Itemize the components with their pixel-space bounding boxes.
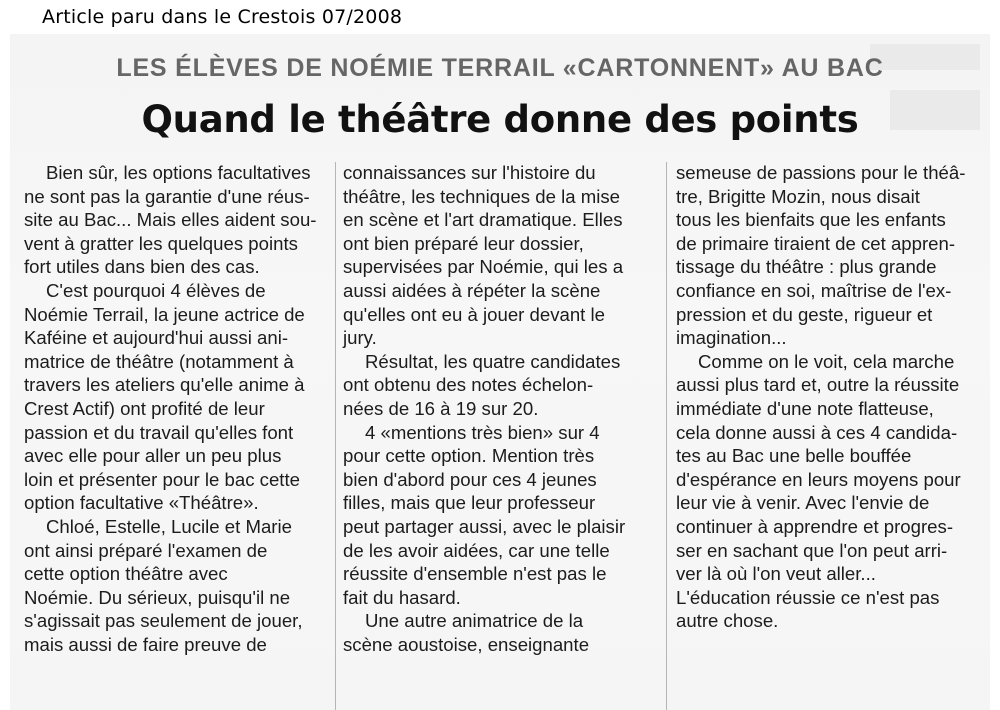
article-line: ont bien préparé leur dossier, [343,232,584,254]
article-line: de primaire tiraient de cet appren- [676,232,956,254]
article-line: scène aoustoise, enseignante [343,633,590,655]
column-divider [335,162,336,710]
article-line: 4 «mentions très bien» sur 4 [365,421,600,443]
article-line: confiance en soi, maîtrise de l'ex- [676,279,952,301]
article-column-3 [676,161,986,633]
article-line: immédiate d'une note flatteuse, [676,397,934,419]
article-line: C'est pourquoi 4 élèves de [46,279,266,301]
article-line: pression et du geste, rigueur et [676,303,933,325]
article-line: avec elle pour aller un peu plus [24,445,282,467]
article-line: Kaféine et aujourd'hui aussi ani- [24,327,289,349]
article-line: matrice de théâtre (notamment à [24,350,294,372]
article-line: Crest Actif) ont profité de leur [24,397,265,419]
article-line: tre, Brigitte Mozin, nous disait [676,185,920,207]
article-line: bien d'abord pour ces 4 jeunes [343,468,597,490]
article-line: option facultative «Théâtre». [24,492,259,514]
article-kicker: LES ÉLÈVES DE NOÉMIE TERRAIL «CARTONNENT» AU BAC [116,54,884,82]
article-line: leur vie à venir. Avec l'envie de [676,492,930,514]
article-line: fait du hasard. [343,586,461,608]
article-line: qu'elles ont eu à jouer devant le [343,303,605,325]
article-headline: Quand le théâtre donne des points [141,98,859,141]
article-line: Noémie Terrail, la jeune actrice de [24,303,305,325]
article-line: jury. [343,327,377,349]
article-line: tissage du théâtre : plus grande [676,256,937,278]
article-line: vent à gratter les quelques points [24,232,298,254]
article-line: de les avoir aidées, car une telle [343,539,610,561]
column-divider [666,162,667,710]
article-line: mais aussi de faire preuve de [24,633,267,655]
article-line: ser en sachant que l'on peut arri- [676,539,948,561]
newspaper-clipping [10,34,990,710]
article-line: fort utiles dans bien des cas. [24,256,260,278]
article-line: nées de 16 à 19 sur 20. [343,397,539,419]
article-line: autre chose. [676,610,779,632]
article-line: théâtre, les techniques de la mise [343,185,620,207]
article-line: s'agissait pas seulement de jouer, [24,610,303,632]
article-line: site au Bac... Mais elles aident sou- [24,209,317,231]
article-line: filles, mais que leur professeur [343,492,596,514]
article-line: continuer à apprendre et progres- [676,515,954,537]
article-line: réussite d'ensemble n'est pas le [343,563,607,585]
article-line: d'espérance en leurs moyens pour [676,468,961,490]
article-line: cette option théâtre avec [24,563,228,585]
article-line: connaissances sur l'histoire du [343,162,596,183]
article-line: en scène et l'art dramatique. Elles [343,209,623,231]
article-line: ont ainsi préparé l'examen de [24,539,268,561]
article-line: ver là où l'on veut aller... [676,563,876,585]
article-line: travers les ateliers qu'elle anime à [24,374,305,396]
article-line: passion et du travail qu'elles font [24,421,294,443]
article-line: tes au Bac une belle bouffée [676,445,912,467]
article-line: supervisées par Noémie, qui les a [343,256,624,278]
article-line: loin et présenter pour le bac cette [24,468,300,490]
article-line: cela donne aussi à ces 4 candida- [676,421,958,443]
caption: Article paru dans le Crestois 07/2008 [42,6,403,28]
article-column-1 [24,161,330,656]
article-line: aussi plus tard et, outre la réussite [676,374,960,396]
article-column-2 [343,161,655,656]
article-line: imagination... [676,327,787,349]
article-line: aussi aidées à répéter la scène [343,279,601,301]
article-line: L'éducation réussie ce n'est pas [676,586,940,608]
article-line: Noémie. Du sérieux, puisqu'il ne [24,586,291,608]
article-line: pour cette option. Mention très [343,445,595,467]
article-line: peut partager aussi, avec le plaisir [343,515,626,537]
article-line: Une autre animatrice de la [365,610,584,632]
article-line: Chloé, Estelle, Lucile et Marie [46,515,292,537]
article-line: Résultat, les quatre candidates [365,350,621,372]
article-line: ont obtenu des notes échelon- [343,374,594,396]
article-line: Comme on le voit, cela marche [698,350,955,372]
article-line: ne sont pas la garantie d'une réus- [24,185,310,207]
article-line: tous les bienfaits que les enfants [676,209,946,231]
article-line: Bien sûr, les options facultatives [46,162,311,183]
article-line: semeuse de passions pour le théâ- [676,162,966,183]
